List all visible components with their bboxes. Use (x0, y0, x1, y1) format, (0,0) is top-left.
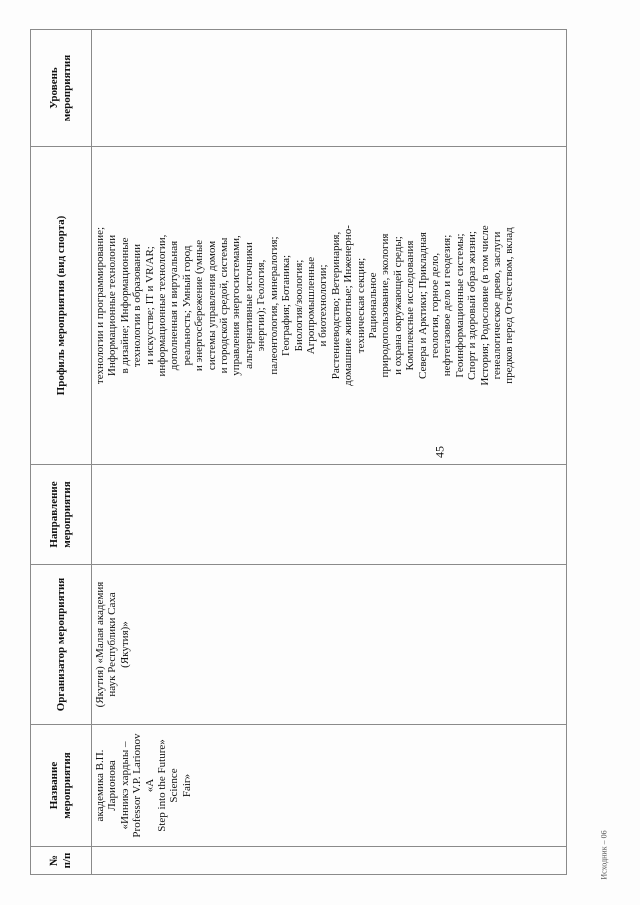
cell-profile (92, 147, 567, 465)
header-direction: Направление мероприятия (31, 465, 92, 565)
cell-name-line: Professor V.P. Larionov «A (131, 733, 156, 838)
footer-mark: Исходник – 06 (599, 830, 609, 880)
cell-profile-line: управления энергосистемами, (230, 235, 243, 376)
cell-name (92, 725, 567, 847)
cell-profile-line: предков перед Отечеством, вклад (503, 227, 516, 384)
cell-profile-line: Комплексные исследования (404, 240, 417, 371)
table-row (92, 30, 567, 875)
cell-profile-line: Биология/зоология; (292, 259, 305, 352)
cell-direction (92, 465, 567, 565)
cell-profile-line: генеалогическое древо, заслуги (491, 231, 503, 380)
cell-organizer-line: (Якутия) «Малая академия (94, 581, 106, 708)
cell-profile-line: и биотехнологии; (317, 264, 330, 347)
header-num: № п/п (31, 847, 92, 875)
cell-profile-line: и городской средой, системы (218, 237, 231, 374)
cell-profile-line: технологии и программирование; (94, 226, 106, 385)
cell-organizer-line: наук Республики Саха (106, 592, 119, 697)
cell-profile-line: Рациональное (366, 272, 379, 339)
cell-profile-line: техническая секция; (354, 257, 367, 354)
cell-profile-line: нефтегазовое дело и геодезия; (441, 234, 454, 377)
cell-profile-line: и охрана окружающей среды; (391, 236, 404, 375)
cell-profile-line: Геоинформационные системы; (453, 233, 466, 378)
cell-profile-line: История; Родословие (в том числе (478, 225, 491, 386)
header-level: Уровень мероприятия (31, 30, 92, 147)
table-header-row (31, 30, 92, 875)
cell-num (92, 847, 567, 875)
cell-profile-line: Севера и Арктики; Прикладная (416, 232, 429, 379)
cell-name-line: Step into the Future» Science (156, 739, 181, 832)
cell-organizer-line: (Якутия)» (118, 621, 131, 668)
cell-profile-line: геология, горное дело, (428, 252, 441, 359)
cell-profile-line: Растениеводство; Ветеринария, (329, 231, 342, 380)
cell-profile-line: альтернативные источники (242, 242, 255, 369)
cell-profile-line: энергии); Геология, (255, 259, 268, 352)
events-table (30, 29, 567, 875)
cell-name-line: академика В.П. Ларионова (94, 749, 119, 822)
rotated-table-container (30, 30, 590, 875)
cell-profile-line: Спорт и здоровый образ жизни; (466, 231, 479, 380)
cell-profile-line: Информационные технологии (106, 234, 119, 377)
cell-level (92, 30, 567, 147)
cell-name-line: Fair» (180, 773, 193, 798)
cell-profile-line: География; Ботаника; (280, 254, 293, 357)
header-name: Название мероприятия (31, 725, 92, 847)
page-number: 45 (432, 446, 447, 458)
cell-profile-line: информационные технологии, (156, 234, 169, 377)
cell-profile-line: технологии в образовании (131, 243, 144, 368)
cell-organizer (92, 565, 567, 725)
cell-profile-line: Агропромышленные (304, 256, 317, 355)
header-organizer: Организатор мероприятия (31, 565, 92, 725)
cell-profile-line: и энергосбережение (умные (193, 239, 206, 372)
header-profile: Профиль мероприятия (вид спорта) (31, 147, 92, 465)
cell-profile-line: природопользование, экология (379, 233, 392, 378)
cell-profile-line: и искусстве; IT и VR/AR; (143, 246, 156, 365)
cell-name-line: «Инникэ хардыы – (118, 741, 131, 830)
cell-profile-line: системы управления домом (205, 240, 218, 371)
cell-profile-line: палеонтология, минералогия; (267, 236, 280, 375)
cell-profile-line: домашние животные; Инженерно- (342, 225, 355, 386)
cell-profile-line: в дизайне; Информационные (118, 237, 131, 374)
cell-profile-line: реальность; Умный город (180, 245, 193, 366)
cell-profile-line: дополненная и виртуальная (168, 240, 181, 371)
